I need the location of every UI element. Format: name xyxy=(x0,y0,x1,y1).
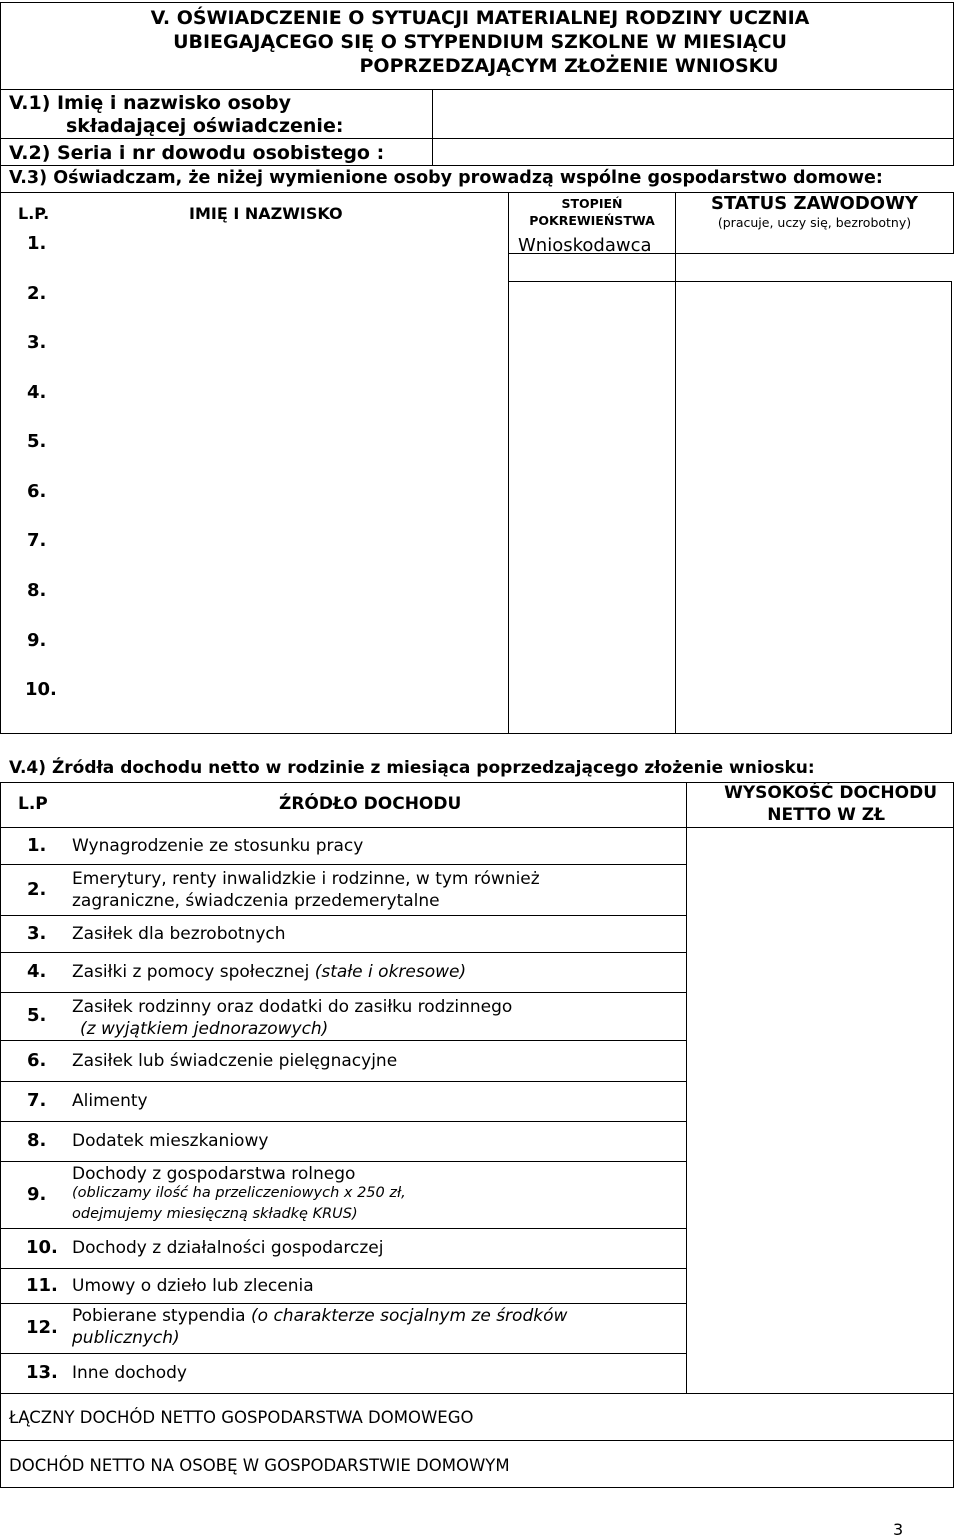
income-source-line1b: (o charakterze socjalnym ze środków xyxy=(251,1306,568,1326)
income-amount-input[interactable] xyxy=(690,917,950,950)
income-source-label xyxy=(72,1051,397,1071)
frame-top-line xyxy=(0,2,954,3)
household-status-input[interactable] xyxy=(680,229,948,269)
field-v1-input[interactable] xyxy=(433,90,953,138)
household-status-input[interactable] xyxy=(680,526,948,566)
household-status-input[interactable] xyxy=(680,427,948,467)
income-source-text: Inne dochody xyxy=(72,1363,187,1383)
income-source-text: Zasiłek lub świadczenie pielęgnacyjne xyxy=(72,1050,398,1071)
household-name-input[interactable] xyxy=(62,526,502,566)
section-title-line3: POPRZEDZAJĄCYM ZŁOŻENIE WNIOSKU xyxy=(359,55,779,77)
household-relation[interactable]: Wnioskodawca xyxy=(518,235,652,256)
income-row-line xyxy=(0,1121,687,1122)
income-source-text: Dodatek mieszkaniowy xyxy=(72,1131,269,1151)
total-income-label: ŁĄCZNY DOCHÓD NETTO GOSPODARSTWA DOMOWEGO xyxy=(9,1408,474,1427)
field-v2-input[interactable] xyxy=(433,139,953,165)
income-source-label xyxy=(72,836,363,856)
household-col-status-title: STATUS ZAWODOWY xyxy=(711,193,918,214)
income-row-line xyxy=(0,1081,687,1082)
household-col-divider-1 xyxy=(508,192,509,734)
household-name-input[interactable] xyxy=(62,576,502,616)
income-source-line2: (obliczamy ilość ha przeliczeniowych x 250 zł, xyxy=(72,1185,406,1201)
per-person-income-label: DOCHÓD NETTO NA OSOBĘ W GOSPODARSTWIE DOMOWYM xyxy=(9,1456,510,1475)
household-col-status-hint: (pracuje, uczy się, bezrobotny) xyxy=(717,215,912,230)
income-source-label xyxy=(72,1091,148,1111)
income-row-line xyxy=(0,1228,687,1229)
household-col-relation-line2: POKREWIEŃSTWA xyxy=(529,213,655,228)
household-status-input[interactable] xyxy=(680,675,948,715)
income-col-source: ŹRÓDŁO DOCHODU xyxy=(279,794,462,814)
income-row-line xyxy=(0,992,687,993)
household-row-number: 8. xyxy=(27,580,47,601)
income-amount-input[interactable] xyxy=(690,1355,950,1391)
income-row-number: 9. xyxy=(27,1183,47,1205)
income-source-line1a: Pobierane stypendia xyxy=(72,1306,252,1326)
household-col-divider-2 xyxy=(675,192,676,734)
income-source-line1: Dochody z gospodarstwa rolnego xyxy=(72,1164,356,1184)
income-row-line xyxy=(0,1353,687,1354)
income-row-line xyxy=(0,952,687,953)
income-source-line1: Emerytury, renty inwalidzkie i rodzinne, w tym również xyxy=(72,869,540,889)
income-source-line2: publicznych) xyxy=(72,1328,180,1348)
income-header-bottom-line xyxy=(0,827,954,828)
household-col-relation-line1: STOPIEŃ xyxy=(561,196,623,211)
frame-left-line xyxy=(0,2,1,734)
field-v2-label: V.2) Seria i nr dowodu osobistego : xyxy=(9,142,385,164)
income-col-amount xyxy=(687,782,953,826)
household-col-status xyxy=(676,193,953,231)
income-source-line1 xyxy=(72,1306,567,1326)
income-amount-input[interactable] xyxy=(690,1083,950,1119)
household-status-input[interactable] xyxy=(680,279,948,319)
income-amount-input[interactable] xyxy=(690,866,950,913)
income-amount-input[interactable] xyxy=(690,954,950,990)
income-row-line xyxy=(0,1303,687,1304)
totals-mid-line xyxy=(0,1440,954,1441)
household-header-right-line xyxy=(953,192,954,253)
fields-right-line xyxy=(953,89,954,165)
household-row-number: 4. xyxy=(27,382,47,403)
household-name-input[interactable] xyxy=(62,378,502,418)
household-row-number: 10. xyxy=(25,679,57,700)
totals-bottom-line xyxy=(0,1487,954,1488)
income-source-line2: (z wyjątkiem jednorazowych) xyxy=(80,1019,329,1039)
income-col-amount-line1: WYSOKOŚĆ DOCHODU xyxy=(724,783,937,803)
household-row-number: 1. xyxy=(27,233,47,254)
income-source-text: Dochody z działalności gospodarczej xyxy=(72,1238,384,1258)
household-name-input[interactable] xyxy=(62,626,502,666)
income-source-text: Wynagrodzenie ze stosunku pracy xyxy=(72,836,364,856)
section-title-line2: UBIEGAJĄCEGO SIĘ O STYPENDIUM SZKOLNE W MIESIĄCU xyxy=(173,31,787,53)
household-status-input[interactable] xyxy=(680,576,948,616)
income-row-number: 8. xyxy=(27,1130,47,1151)
household-name-input[interactable] xyxy=(62,477,502,517)
income-row-number: 11. xyxy=(26,1274,58,1296)
household-row-number: 9. xyxy=(27,630,47,651)
household-name-input[interactable] xyxy=(62,229,502,269)
section-title-line1: V. OŚWIADCZENIE O SYTUACJI MATERIALNEJ RODZINY UCZNIA xyxy=(150,7,810,29)
field-v1-line1: V.1) Imię i nazwisko osoby xyxy=(9,92,291,114)
income-source-label xyxy=(72,962,466,982)
household-row-number: 6. xyxy=(27,481,47,502)
income-amount-input[interactable] xyxy=(690,830,950,862)
income-row-number: 1. xyxy=(27,835,47,856)
household-name-input[interactable] xyxy=(62,427,502,467)
household-row-number: 5. xyxy=(27,431,47,452)
income-source-label xyxy=(72,1238,383,1258)
income-amount-input[interactable] xyxy=(690,1042,950,1079)
income-row-line xyxy=(0,1040,687,1041)
income-row-number: 4. xyxy=(27,961,47,982)
household-col-lp: L.P. xyxy=(18,204,50,223)
section-title xyxy=(60,6,900,78)
income-amount-input[interactable] xyxy=(690,1305,950,1351)
income-amount-input[interactable] xyxy=(690,1230,950,1266)
income-amount-input[interactable] xyxy=(690,1270,950,1301)
household-col-relation xyxy=(509,195,675,229)
page-number: 3 xyxy=(893,1520,904,1539)
household-status-input[interactable] xyxy=(680,328,948,368)
household-right-line xyxy=(951,281,952,734)
household-status-input[interactable] xyxy=(680,626,948,666)
field-v3-label: V.3) Oświadczam, że niżej wymienione osoby prowadzą wspólne gospodarstwo domowe: xyxy=(9,168,883,188)
income-amount-input[interactable] xyxy=(690,1123,950,1159)
income-source-note: (stałe i okresowe) xyxy=(314,962,467,982)
income-right-line xyxy=(953,782,954,1488)
income-row-line xyxy=(0,864,687,865)
field-v1-line2: składającej oświadczenie: xyxy=(66,115,344,137)
v2-bottom-line xyxy=(0,165,954,166)
income-source-text: Zasiłki z pomocy społecznej xyxy=(72,962,315,982)
income-row-line xyxy=(0,1268,687,1269)
household-row-number: 3. xyxy=(27,332,47,353)
income-source-text: Alimenty xyxy=(72,1091,148,1111)
household-status-input[interactable] xyxy=(680,477,948,517)
income-source-label xyxy=(72,924,286,944)
income-source-line1: Zasiłek rodzinny oraz dodatki do zasiłku rodzinnego xyxy=(72,997,513,1017)
income-source-label xyxy=(72,1276,314,1296)
household-col-name: IMIĘ I NAZWISKO xyxy=(189,204,343,223)
income-col-amount-line2: NETTO W ZŁ xyxy=(767,805,885,825)
totals-top-line xyxy=(0,1393,954,1394)
income-left-line xyxy=(0,782,1,1488)
income-row-number: 6. xyxy=(27,1049,47,1071)
income-source-text: Zasiłek dla bezrobotnych xyxy=(72,923,286,944)
income-source-label xyxy=(72,1363,187,1383)
income-row-line xyxy=(0,1161,687,1162)
income-row-number: 7. xyxy=(27,1090,47,1111)
household-row-number: 2. xyxy=(27,283,47,304)
income-row-number: 5. xyxy=(27,1005,47,1026)
household-status-input[interactable] xyxy=(680,378,948,418)
household-name-input[interactable] xyxy=(62,675,502,715)
income-row-number: 10. xyxy=(26,1237,58,1258)
income-amount-input[interactable] xyxy=(690,1163,950,1226)
household-bottom-line xyxy=(0,733,952,734)
income-row-number: 13. xyxy=(26,1362,58,1383)
income-amount-input[interactable] xyxy=(690,994,950,1038)
income-col-lp: L.P xyxy=(18,794,48,814)
income-source-text: Umowy o dzieło lub zlecenia xyxy=(72,1275,314,1296)
income-heading: V.4) Źródła dochodu netto w rodzinie z miesiąca poprzedzającego złożenie wniosku: xyxy=(9,758,815,778)
income-amount-divider xyxy=(686,782,687,1393)
income-row-number: 2. xyxy=(27,878,47,900)
income-row-number: 12. xyxy=(26,1317,58,1338)
income-source-label xyxy=(72,1131,268,1151)
frame-right-line-header xyxy=(953,2,954,90)
household-name-input[interactable] xyxy=(62,279,502,319)
income-source-line2: zagraniczne, świadczenia przedemerytalne xyxy=(72,891,440,911)
field-v1-label xyxy=(9,92,343,138)
household-row-number: 7. xyxy=(27,530,47,551)
income-source-line3: odejmujemy miesięczną składkę KRUS) xyxy=(72,1206,358,1222)
income-row-number: 3. xyxy=(27,922,47,944)
household-name-input[interactable] xyxy=(62,328,502,368)
income-row-line xyxy=(0,915,687,916)
